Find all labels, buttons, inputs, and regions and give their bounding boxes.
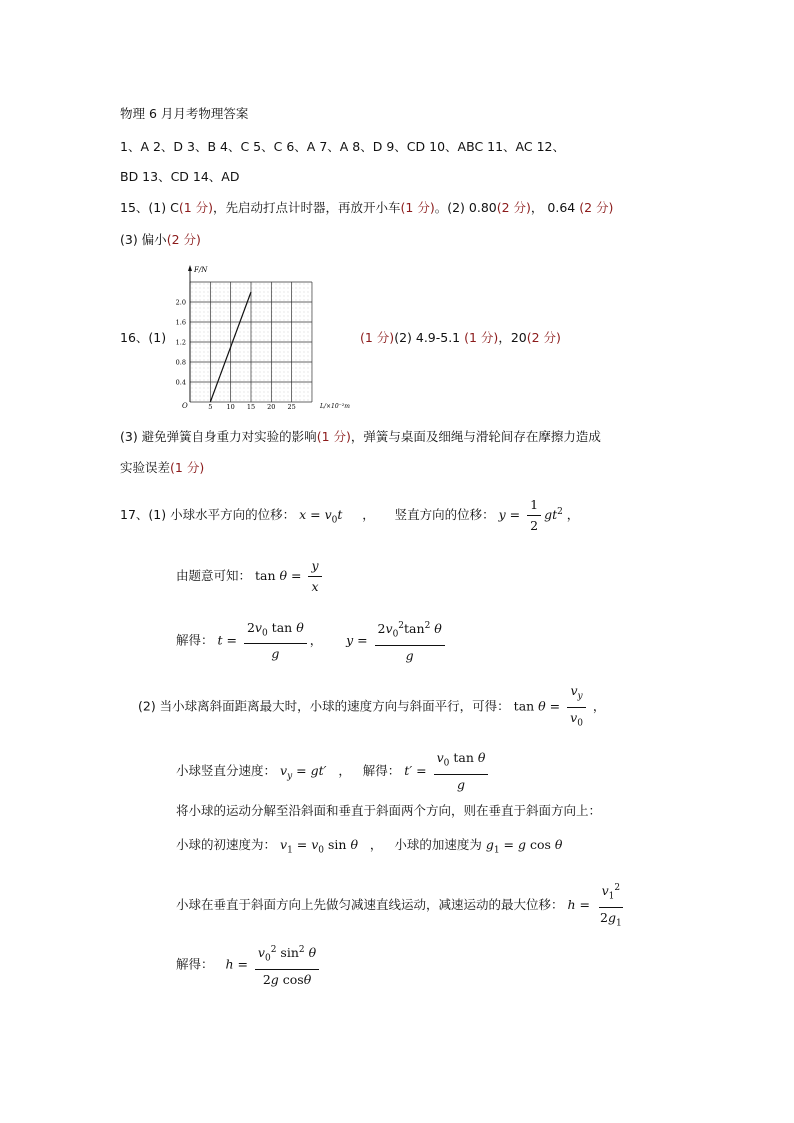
formula-t-prime: t′ — [404, 762, 413, 778]
q16-value: ，20 — [498, 330, 527, 345]
q16-part3-text: ，弹簧与桌面及细绳与滑轮间存在摩擦力造成 — [350, 429, 601, 444]
q16-score: (1 分) — [316, 429, 351, 444]
formula-tan-theta-velocity: tan — [513, 698, 539, 714]
formula-horizontal-displacement: x — [299, 507, 307, 522]
spring-force-graph — [170, 262, 360, 414]
q16-score: (1 分) — [464, 330, 499, 345]
formula-h-max: h — [567, 897, 576, 913]
q15-part3: (3) 偏小 — [120, 232, 167, 247]
q17-text: 小球在垂直于斜面方向上先做匀减速直线运动，减速运动的最大位移： — [176, 897, 564, 913]
q17-line-3: 解得： t = $\frac{2v_0 \tan \theta}{g}$ ， y = $\frac{2v_0^2\tan^2 \theta}{g}$ — [176, 618, 448, 664]
q17-line-9: 解得： h = $\frac{v_0^2 \sin^2 \theta}{\text{2g cosθ}}$ — [176, 942, 322, 988]
q17-text: 小球的加速度为 — [394, 837, 482, 852]
q17-line-4: (2) 当小球离斜面距离最大时，小球的速度方向与斜面平行，可得： tan θ = $\frac{v_y}{v_0}$ ， — [138, 683, 606, 728]
q17-line-6: 将小球的运动分解至沿斜面和垂直于斜面两个方向，则在垂直于斜面方向上： — [176, 803, 602, 818]
mc-answers-line-1: 1、A 2、D 3、B 4、C 5、C 6、A 7、A 8、D 9、CD 10、ABC 11、AC 12、 — [120, 139, 565, 154]
q16-score: (1 分) — [360, 330, 395, 345]
x-tick-label: 15 — [246, 403, 256, 411]
q15-part2: 。(2) 0.80 — [434, 200, 497, 215]
q17-line-8: 小球在垂直于斜面方向上先做匀减速直线运动，减速运动的最大位移： h = $\frac{v_1^2}{2g_1}$ — [176, 880, 628, 931]
q17-line-2: 由题意可知： tan θ = $\frac{y}{x}$ — [176, 558, 325, 595]
x-axis-label: L/×10⁻²m — [320, 403, 350, 410]
formula-tan-theta: tan — [255, 568, 280, 583]
formula-g1: g — [485, 837, 494, 852]
x-tick-label: 5 — [208, 403, 213, 411]
q17-text: 竖直方向的位移： — [394, 507, 495, 522]
q17-line-1: 17、(1) 小球水平方向的位移： $x = v_0t$ ， 竖直方向的位移： y = $\frac{1}{2}$ $gt^2$ ， — [120, 497, 580, 533]
y-tick-label: 0.4 — [175, 378, 186, 387]
page-title: 物理 6 月月考物理答案 — [120, 106, 249, 121]
q15-score: (2 分) — [166, 232, 201, 247]
y-tick-label: 1.6 — [175, 318, 186, 327]
y-axis-arrow — [188, 265, 192, 271]
q15-part1: 15、(1) C — [120, 200, 179, 215]
origin-label: O — [182, 402, 188, 410]
q17-text: 解得： — [362, 762, 401, 778]
q15-text: ，先启动打点计时器，再放开小车 — [213, 200, 401, 215]
q16-label: 16、(1) — [120, 330, 167, 345]
formula-v1: v — [280, 837, 288, 852]
q16-part3-line-1 — [120, 427, 601, 445]
y-axis-label: F/N — [194, 266, 208, 274]
q16-score: (1 分) — [170, 460, 205, 475]
q17-line-5: 小球竖直分速度： $v_y = gt'$ ， 解得： t′ = $\frac{v_0 \tan \theta}{g}$ — [176, 750, 491, 793]
q16-part3-text: (3) 避免弹簧自身重力对实验的影响 — [120, 429, 317, 444]
q15-score: (1 分) — [400, 200, 435, 215]
x-tick-label: 25 — [287, 403, 296, 411]
q15-value: ， 0.64 — [530, 200, 576, 215]
y-tick-label: 1.2 — [175, 338, 186, 347]
q17-text: 解得： — [176, 632, 214, 648]
q15-score: (1 分) — [178, 200, 214, 215]
q16-part3-text: 实验误差 — [120, 460, 171, 475]
formula-h: h — [225, 956, 234, 972]
q15-line-2 — [120, 230, 201, 248]
q16-score: (2 分) — [526, 330, 561, 345]
q17-text: 小球竖直分速度： — [176, 762, 277, 778]
q16-line-1-scores — [360, 328, 561, 346]
q16-part3-line-2 — [120, 458, 204, 476]
formula-time: t — [217, 632, 223, 648]
q17-text: 解得： — [176, 956, 214, 972]
q17-line-7: 小球的初速度为： $v_1 = v_0$ sin θ ， 小球的加速度为 $g_1 = g$ cos θ — [176, 837, 563, 856]
x-tick-label: 10 — [226, 403, 235, 411]
x-tick-label: 20 — [267, 403, 276, 411]
q17-text: (2) 当小球离斜面距离最大时，小球的速度方向与斜面平行，可得： — [138, 698, 510, 714]
q17-text: 小球的初速度为： — [176, 837, 277, 852]
formula-vy: v — [280, 762, 288, 778]
mc-answers-line-2: BD 13、CD 14、AD — [120, 169, 240, 184]
q15-line-1 — [120, 198, 613, 216]
formula-vertical-displacement: y — [498, 507, 506, 522]
q17-text: 17、(1) 小球水平方向的位移： — [120, 507, 296, 522]
y-tick-label: 2.0 — [175, 298, 186, 307]
formula-y: y — [346, 632, 354, 648]
q15-score: (2 分) — [579, 200, 614, 215]
q16-part2: (2) 4.9-5.1 — [394, 330, 461, 345]
q15-score: (2 分) — [496, 200, 531, 215]
q17-text: 由题意可知： — [176, 568, 252, 583]
y-tick-label: 0.8 — [175, 358, 186, 367]
